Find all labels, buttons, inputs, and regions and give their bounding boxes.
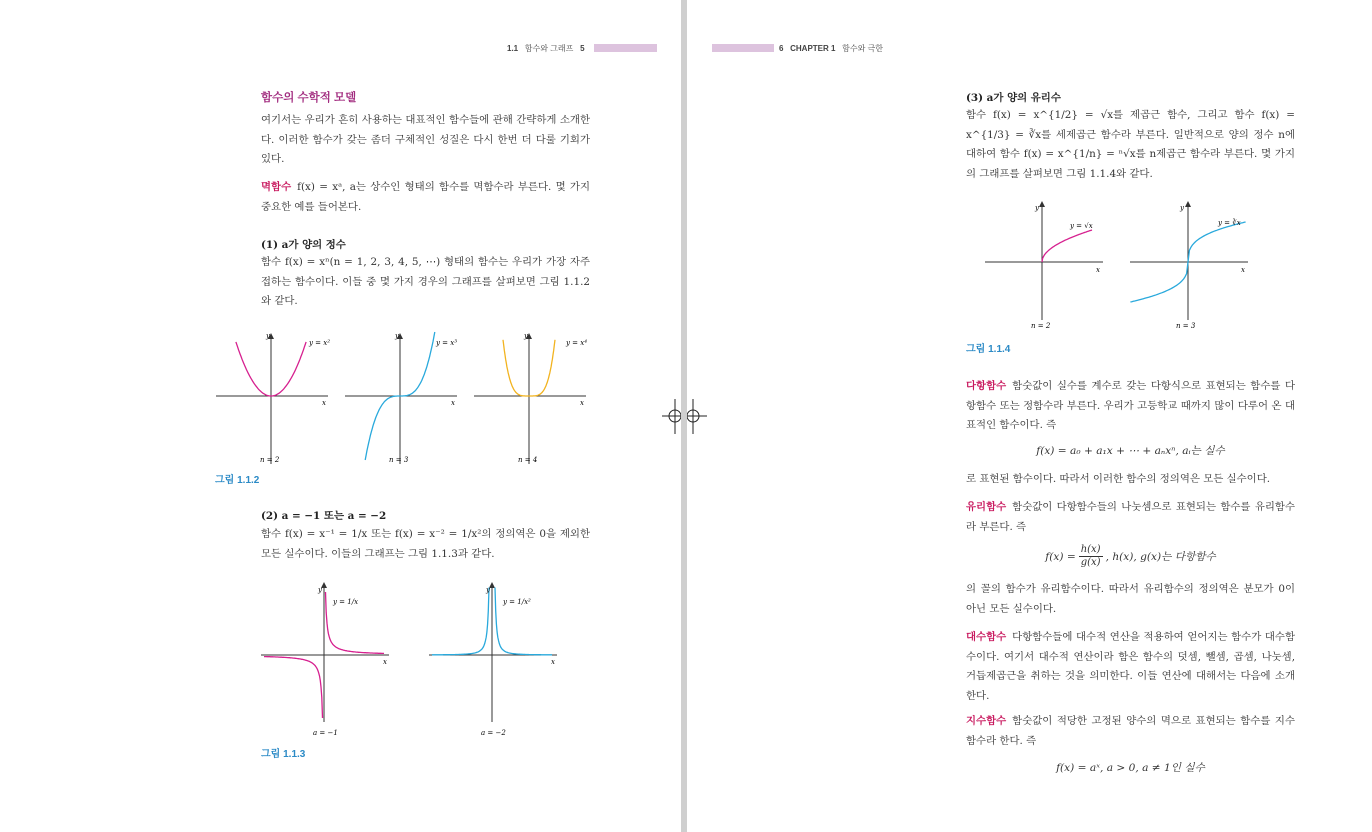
case1-title: (1) a가 양의 정수: [261, 239, 346, 251]
figure-1-1-3-caption: 그림 1.1.3: [261, 749, 306, 760]
curve-label: y = ∛x: [1218, 219, 1241, 227]
right-page: [687, 0, 1372, 832]
curve-label: y = 1/x: [333, 598, 359, 606]
algebraic-text: 다항함수들에 대수적 연산을 적용하여 얻어지는 함수가 대수함수이다. 여기서 대수적 연산이라 함은 함수의 덧셈, 뺄셈, 곱셈, 나눗셈, 거듭제곱근을 취하는 것을 의미한다. 이들 연산에 대해서는 다음에 소개한다.: [966, 631, 1295, 702]
exponent-label: n = 3: [1176, 322, 1196, 330]
term-power-function: 멱함수: [261, 182, 292, 193]
right-running-header: [779, 43, 883, 54]
rational-paragraph: [966, 498, 1295, 537]
header-chapter: CHAPTER 1: [790, 44, 836, 53]
curve-label: y = x⁴: [566, 339, 588, 347]
term-algebraic: 대수함수: [966, 632, 1007, 643]
x-axis-label: x: [551, 658, 555, 666]
case3-title: (3) a가 양의 유리수: [966, 92, 1061, 104]
power-function-text: f(x) = xᵃ, a는 상수인 형태의 함수를 멱함수라 부른다. 몇 가지 중요한 예를 들어본다.: [261, 181, 590, 213]
x-axis-label: x: [322, 399, 326, 407]
graph-cube-root: [1130, 204, 1248, 330]
curve-label: y = x²: [309, 339, 331, 347]
case2-paragraph: 함수 f(x) = x⁻¹ = 1/x 또는 f(x) = x⁻² = 1/x²의 정의역은 0을 제외한 모든 실수이다. 이들의 그래프는 그림 1.1.3과 같다.: [261, 528, 590, 560]
curve-label: y = 1/x²: [503, 598, 531, 606]
graph-reciprocal: [261, 585, 389, 737]
left-running-header: [507, 43, 585, 54]
header-page-number: 6: [779, 44, 784, 53]
polynomial-paragraph: [966, 377, 1295, 436]
exponential-paragraph: [966, 712, 1295, 751]
curve-label: y = x³: [436, 339, 458, 347]
left-page: [0, 0, 681, 832]
term-polynomial: 다항함수: [966, 381, 1007, 392]
header-section-title: 함수와 그래프: [524, 44, 574, 53]
rational-formula-rest: , h(x), g(x)는 다항함수: [1105, 551, 1216, 563]
rational-formula: [966, 544, 1295, 569]
registration-mark-left: [662, 396, 681, 436]
y-axis-label: y: [318, 586, 322, 594]
y-axis-label: y: [1180, 204, 1184, 212]
x-axis-label: x: [1096, 266, 1100, 274]
case2-title: (2) a = −1 또는 a = −2: [261, 510, 387, 522]
figure-1-1-4: [980, 200, 1270, 335]
algebraic-paragraph: [966, 628, 1295, 706]
term-exponential: 지수함수: [966, 716, 1007, 727]
y-axis-label: y: [266, 332, 270, 340]
graph-x-squared: [216, 332, 330, 464]
exponent-label: n = 2: [1031, 322, 1051, 330]
curve-label: y = √x: [1070, 222, 1093, 230]
rational-formula-lhs: f(x) =: [1045, 550, 1076, 563]
header-section-number: 1.1: [507, 44, 519, 53]
x-axis-label: x: [580, 399, 584, 407]
curve-reciprocal-negative: [264, 657, 323, 718]
case1-paragraph: 함수 f(x) = xⁿ(n = 1, 2, 3, 4, 5, ⋯) 형태의 함수는 우리가 가장 자주 접하는 함수이다. 이들 중 몇 가지 경우의 그래프를 살펴보면 그림 1.1.2와 같다.: [261, 256, 590, 307]
graph-x-cubed: [345, 332, 457, 464]
header-color-bar: [594, 44, 657, 52]
y-axis-label: y: [1035, 204, 1039, 212]
figure-1-1-4-caption: 그림 1.1.4: [966, 344, 1011, 355]
figure-1-1-3: [255, 580, 565, 740]
term-rational: 유리함수: [966, 502, 1007, 513]
curve-reciprocal-square-left: [432, 588, 489, 655]
power-function-paragraph: [261, 178, 590, 217]
exponential-text: 함숫값이 적당한 고정된 양수의 멱으로 표현되는 함수를 지수함수라 한다. 즉: [966, 715, 1295, 747]
exponent-label: a = −2: [481, 729, 506, 737]
graph-square-root: [985, 204, 1103, 330]
y-axis-label: y: [524, 332, 528, 340]
header-chapter-title: 함수와 극한: [842, 44, 884, 53]
rational-fraction: [1079, 544, 1103, 569]
exponent-label: n = 4: [518, 456, 538, 464]
polynomial-after-text: 로 표현된 함수이다. 따라서 이러한 함수의 정의역은 모든 실수이다.: [966, 473, 1271, 485]
rational-after-text: 의 꼴의 함수가 유리함수이다. 따라서 유리함수의 정의역은 분모가 0이 아닌 모든 실수이다.: [966, 583, 1295, 615]
x-axis-label: x: [1241, 266, 1245, 274]
figure-1-1-2-caption: 그림 1.1.2: [215, 475, 260, 486]
case3-paragraph: 함수 f(x) = x^{1/2} = √x를 제곱근 함수, 그리고 함수 f(x) = x^{1/3} = ∛x를 세제곱근 함수라 부른다. 일반적으로 양의 정수 n에 대하여 함수 f(x) = x^{1/n} = ⁿ√x를 n제곱근 함수라 부른다. 몇 가지의 그래프를 살펴보면 그림 1.1.4와 같다.: [966, 109, 1295, 180]
exponent-label: n = 2: [260, 456, 280, 464]
x-axis-label: x: [383, 658, 387, 666]
intro-paragraph: 여기서는 우리가 흔히 사용하는 대표적인 함수들에 관해 간략하게 소개한다. 이러한 함수가 갖는 좀더 구체적인 성질은 다시 한번 더 다룰 기회가 있다.: [261, 114, 590, 165]
header-page-number: 5: [580, 44, 585, 53]
x-axis-label: x: [451, 399, 455, 407]
y-axis-label: y: [486, 586, 490, 594]
polynomial-formula: f(x) = a₀ + a₁x + ⋯ + aₙxⁿ, aᵢ는 실수: [1036, 445, 1225, 457]
header-color-bar: [712, 44, 774, 52]
registration-mark-right: [687, 396, 707, 436]
exponent-label: a = −1: [313, 729, 338, 737]
section-heading: 함수의 수학적 모델: [261, 92, 357, 104]
exponent-label: n = 3: [389, 456, 409, 464]
fraction-denominator: g(x): [1080, 557, 1101, 568]
graph-x-fourth: [474, 332, 587, 464]
graph-reciprocal-square: [429, 585, 557, 737]
exponential-formula: f(x) = aˣ, a > 0, a ≠ 1인 실수: [1056, 762, 1205, 774]
figure-1-1-2: [210, 326, 590, 471]
rational-text: 함숫값이 다항함수들의 나눗셈으로 표현되는 함수를 유리함수라 부른다. 즉: [966, 501, 1295, 533]
fraction-numerator: h(x): [1080, 544, 1101, 555]
curve-square-root: [1042, 230, 1092, 262]
y-axis-label: y: [395, 332, 399, 340]
polynomial-text: 함숫값이 실수를 계수로 갖는 다항식으로 표현되는 함수를 다항함수 또는 정함수라 부른다. 우리가 고등학교 때까지 많이 다루어 온 대표적인 함수이다. 즉: [966, 380, 1295, 431]
